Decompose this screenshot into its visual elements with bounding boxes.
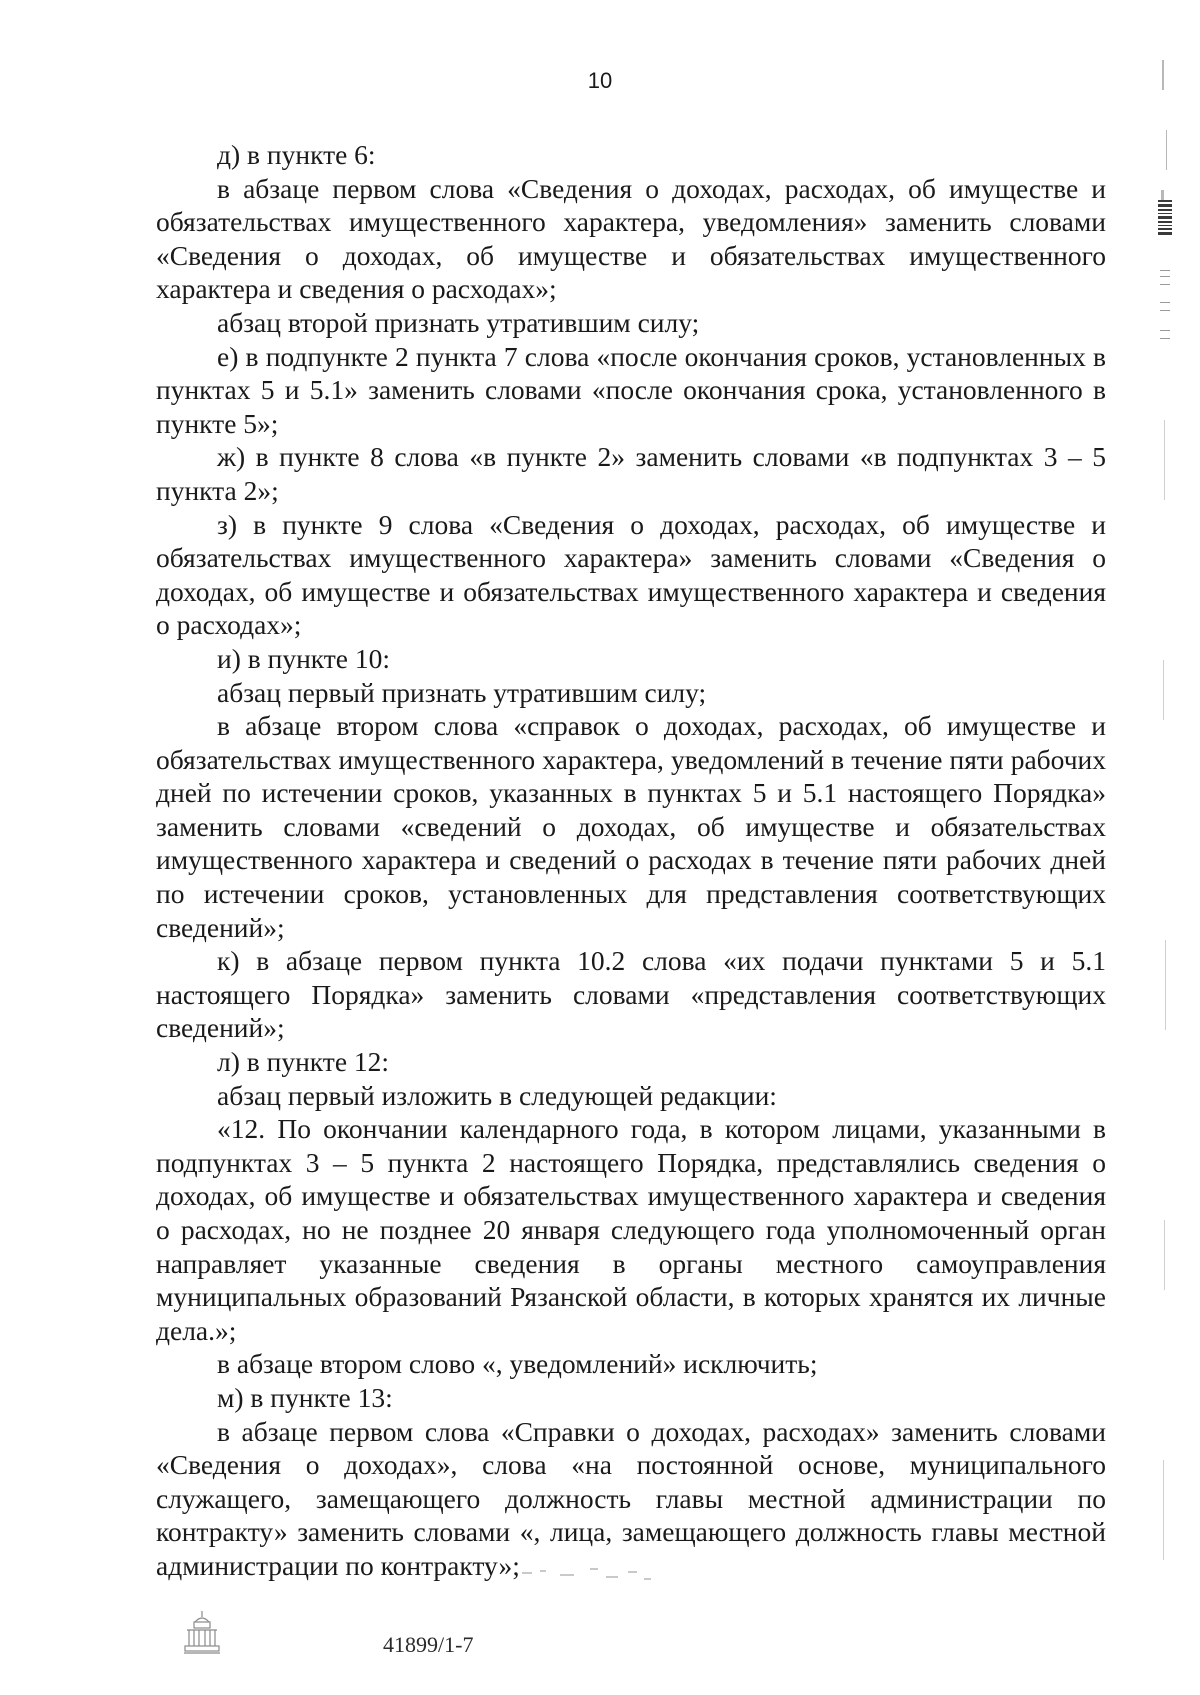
paragraph-m: м) в пункте 13: <box>217 1381 393 1413</box>
paragraph: в абзаце первом слова «Сведения о доходах, расходах, об имуществе и обязательствах имущественного характера, уведомления» заменить словами «Сведения о доходах, об имуществе и обязательствах имущественного характера и сведения о расходах»; <box>156 172 1106 305</box>
paragraph: абзац второй признать утратившим силу; <box>217 306 700 338</box>
paragraph-d: д) в пункте 6: <box>217 139 376 170</box>
paragraph-zh: ж) в пункте 8 слова «в пункте 2» заменить словами «в подпунктах 3 – 5 пункта 2»; <box>156 441 1106 506</box>
paragraph: в абзаце втором слова «справок о доходах, расходах, об имуществе и обязательствах имущественного характера, уведомлений в течение пяти рабочих дней по истечении сроков, указанных в пунктах 5 и 5.1 настоящего Порядка» заменить словами «сведений о доходах, об имуществе и обязательствах имущественного характера и сведений о расходах в течение пяти рабочих дней по истечении сроков, установленных для представления соответствующих сведений»; <box>156 710 1106 943</box>
scan-artifact <box>520 1562 660 1586</box>
paragraph: в абзаце втором слово «, уведомлений» исключить; <box>217 1348 818 1380</box>
scan-margin-artifact <box>1152 40 1178 1640</box>
document-code: 41899/1-7 <box>383 1632 474 1657</box>
paragraph: абзац первый признать утратившим силу; <box>217 676 707 708</box>
duma-building-emblem-icon <box>181 1608 223 1656</box>
document-body <box>156 138 1106 1583</box>
paragraph-quote-12: «12. По окончании календарного года, в котором лицами, указанными в подпунктах 3 – 5 пункта 2 настоящего Порядка, представлялись сведения о доходах, об имуществе и обязательствах имущественного характера и сведения о расходах, но не позднее 20 января следующего года уполномоченный орган направляет указанные сведения в органы местного самоуправления муниципальных образований Рязанской области, в которых хранятся их личные дела.»; <box>156 1113 1106 1346</box>
paragraph-k: к) в абзаце первом пункта 10.2 слова «их подачи пунктами 5 и 5.1 настоящего Порядка» заменить словами «представления соответствующих сведений»; <box>156 945 1106 1044</box>
paragraph: абзац первый изложить в следующей редакции: <box>217 1079 777 1111</box>
paragraph-i: и) в пункте 10: <box>217 642 391 674</box>
paragraph-l: л) в пункте 12: <box>217 1046 390 1078</box>
page-number: 10 <box>587 68 613 93</box>
paragraph-e: е) в подпункте 2 пункта 7 слова «после окончания сроков, установленных в пунктах 5 и 5.1» заменить словами «после окончания срока, установленного в пункте 5»; <box>156 340 1106 439</box>
paragraph: в абзаце первом слова «Справки о доходах, расходах» заменить словами «Сведения о доходах», слова «на постоянной основе, муниципального служащего, замещающего должность главы местной администрации по контракту» заменить словами «, лица, замещающего должность главы местной администрации по контракту»; <box>156 1415 1106 1581</box>
paragraph-z: з) в пункте 9 слова «Сведения о доходах, расходах, об имуществе и обязательствах имущественного характера» заменить словами «Сведения о доходах, об имуществе и обязательствах имущественного характера и сведения о расходах»; <box>156 508 1106 641</box>
